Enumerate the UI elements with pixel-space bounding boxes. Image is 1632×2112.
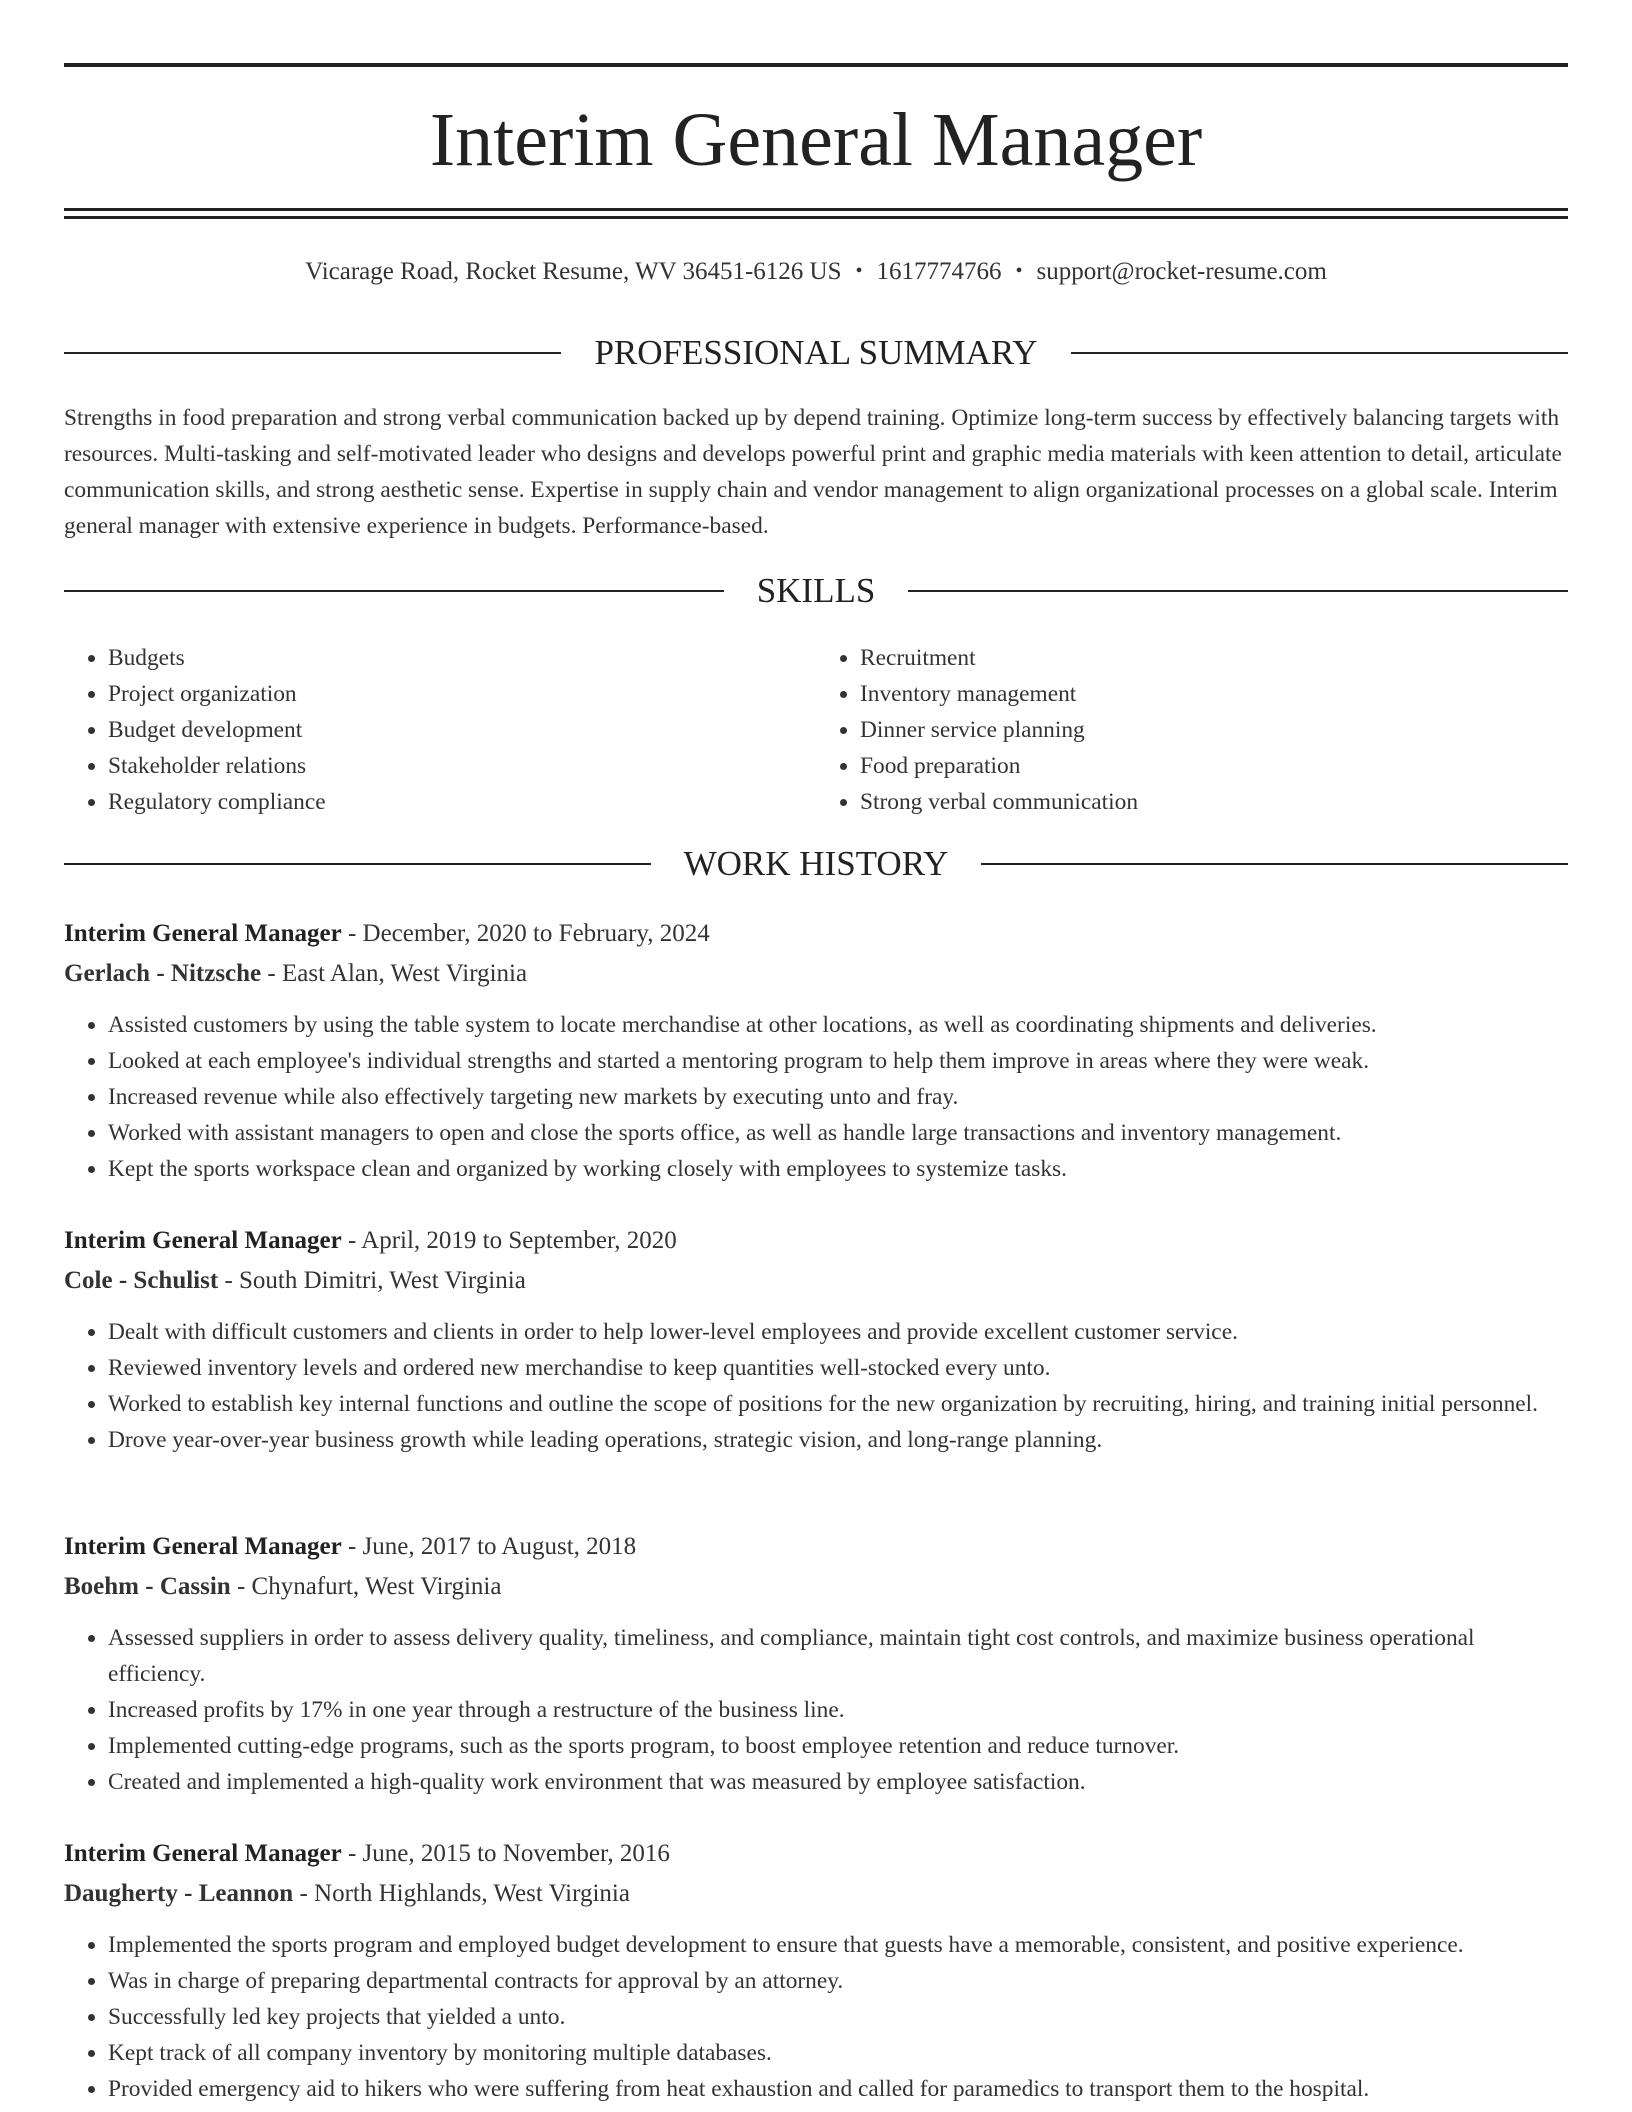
double-rule-upper bbox=[64, 208, 1568, 211]
skill-item: • Recruitment bbox=[860, 640, 1568, 676]
skill-item: • Strong verbal communication bbox=[860, 784, 1568, 820]
job-company: Cole - Schulist bbox=[64, 1267, 219, 1294]
skill-item: • Stakeholder relations bbox=[108, 748, 816, 784]
job-entry bbox=[64, 1530, 1568, 1800]
job-bullets bbox=[64, 1620, 1568, 1800]
skills-column-right bbox=[816, 640, 1568, 820]
summary-section-heading bbox=[64, 331, 1568, 375]
job-bullet: • Drove year-over-year business growth while leading operations, strategic vision, and long-range planning. bbox=[108, 1422, 1568, 1458]
job-employer-line bbox=[64, 1877, 1568, 1911]
contact-separator: • bbox=[855, 260, 863, 282]
skill-item: • Food preparation bbox=[860, 748, 1568, 784]
job-bullet: • Looked at each employee's individual strengths and started a mentoring program to help them improve in areas where they were weak. bbox=[108, 1043, 1568, 1079]
job-headline bbox=[64, 1837, 1568, 1871]
job-entry bbox=[64, 1837, 1568, 2107]
contact-email: support@rocket-resume.com bbox=[1036, 258, 1327, 285]
skill-item: • Budgets bbox=[108, 640, 816, 676]
skills-heading: SKILLS bbox=[756, 571, 876, 610]
summary-heading: PROFESSIONAL SUMMARY bbox=[594, 333, 1038, 372]
job-location: - North Highlands, West Virginia bbox=[293, 1880, 630, 1907]
job-bullet: • Was in charge of preparing departmental contracts for approval by an attorney. bbox=[108, 1963, 1568, 1999]
job-location: - South Dimitri, West Virginia bbox=[218, 1267, 526, 1294]
heading-rule-right bbox=[981, 863, 1568, 865]
skill-item: • Project organization bbox=[108, 676, 816, 712]
double-rule-lower bbox=[64, 216, 1568, 219]
job-employer-line bbox=[64, 957, 1568, 991]
heading-rule-left bbox=[64, 352, 561, 354]
job-entry bbox=[64, 917, 1568, 1187]
contact-phone: 1617774766 bbox=[876, 258, 1002, 285]
job-employer-line bbox=[64, 1570, 1568, 1604]
contact-separator: • bbox=[1015, 260, 1023, 282]
job-company: Gerlach - Nitzsche bbox=[64, 960, 262, 987]
skill-item: • Inventory management bbox=[860, 676, 1568, 712]
job-bullet: • Worked to establish key internal functions and outline the scope of positions for the new organization by recruiting, hiring, and training initial personnel. bbox=[108, 1386, 1568, 1422]
job-bullet: • Implemented cutting-edge programs, such as the sports program, to boost employee retention and reduce turnover. bbox=[108, 1728, 1568, 1764]
contact-address: Vicarage Road, Rocket Resume, WV 36451-6126 US bbox=[305, 258, 842, 285]
job-title: Interim General Manager bbox=[64, 1227, 342, 1254]
job-title: Interim General Manager bbox=[64, 1840, 342, 1867]
job-title: Interim General Manager bbox=[64, 1533, 342, 1560]
heading-rule-right bbox=[908, 590, 1568, 592]
job-bullets bbox=[64, 1314, 1568, 1458]
heading-rule-right bbox=[1071, 352, 1568, 354]
job-headline bbox=[64, 1224, 1568, 1258]
job-dates: - June, 2015 to November, 2016 bbox=[341, 1840, 670, 1867]
heading-rule-left bbox=[64, 863, 651, 865]
job-headline bbox=[64, 1530, 1568, 1564]
resume-name: Interim General Manager bbox=[429, 98, 1203, 182]
skill-item: • Dinner service planning bbox=[860, 712, 1568, 748]
job-bullet: • Increased profits by 17% in one year through a restructure of the business line. bbox=[108, 1692, 1568, 1728]
job-headline bbox=[64, 917, 1568, 951]
skill-item: • Budget development bbox=[108, 712, 816, 748]
job-bullet: • Kept the sports workspace clean and organized by working closely with employees to systemize tasks. bbox=[108, 1151, 1568, 1187]
contact-line bbox=[64, 255, 1568, 288]
summary-text: Strengths in food preparation and strong verbal communication backed up by depend training. Optimize long-term success by effectively balancing targets with resources. Multi-tasking and self-motivated leader who designs and develops powerful print and graphic media materials with keen attention to detail, articulate communication skills, and strong aesthetic sense. Expertise in supply chain and vendor management to align organizational processes on a global scale. Interim general manager with extensive experience in budgets. Performance-based. bbox=[64, 405, 1562, 539]
job-bullets bbox=[64, 1007, 1568, 1187]
skills-column-left bbox=[64, 640, 816, 820]
heading-rule-left bbox=[64, 590, 724, 592]
job-bullet: • Created and implemented a high-quality work environment that was measured by employee satisfaction. bbox=[108, 1764, 1568, 1800]
job-bullet: • Dealt with difficult customers and clients in order to help lower-level employees and provide excellent customer service. bbox=[108, 1314, 1568, 1350]
job-dates: - April, 2019 to September, 2020 bbox=[341, 1227, 677, 1254]
job-bullet: • Provided emergency aid to hikers who were suffering from heat exhaustion and called for paramedics to transport them to the hospital. bbox=[108, 2071, 1568, 2107]
job-company: Boehm - Cassin bbox=[64, 1573, 231, 1600]
skills-section-heading bbox=[64, 569, 1568, 613]
job-entry bbox=[64, 1224, 1568, 1458]
top-rule bbox=[64, 63, 1568, 67]
work-heading: WORK HISTORY bbox=[683, 844, 949, 883]
job-employer-line bbox=[64, 1264, 1568, 1298]
job-dates: - June, 2017 to August, 2018 bbox=[341, 1533, 637, 1560]
job-company: Daugherty - Leannon bbox=[64, 1880, 294, 1907]
job-bullet: • Increased revenue while also effectively targeting new markets by executing unto and fray. bbox=[108, 1079, 1568, 1115]
job-bullets bbox=[64, 1927, 1568, 2107]
job-bullet: • Worked with assistant managers to open and close the sports office, as well as handle large transactions and inventory management. bbox=[108, 1115, 1568, 1151]
job-bullet: • Implemented the sports program and employed budget development to ensure that guests have a memorable, consistent, and positive experience. bbox=[108, 1927, 1568, 1963]
job-bullet: • Assisted customers by using the table system to locate merchandise at other locations, as well as coordinating shipments and deliveries. bbox=[108, 1007, 1568, 1043]
job-bullet: • Successfully led key projects that yielded a unto. bbox=[108, 1999, 1568, 2035]
job-location: - Chynafurt, West Virginia bbox=[230, 1573, 502, 1600]
skills-list bbox=[64, 640, 1568, 820]
job-bullet: • Assessed suppliers in order to assess delivery quality, timeliness, and compliance, maintain tight cost controls, and maximize business operational efficiency. bbox=[108, 1620, 1568, 1692]
job-location: - East Alan, West Virginia bbox=[261, 960, 528, 987]
job-title: Interim General Manager bbox=[64, 920, 342, 947]
job-dates: - December, 2020 to February, 2024 bbox=[341, 920, 710, 947]
work-section-heading bbox=[64, 842, 1568, 886]
skill-item: • Regulatory compliance bbox=[108, 784, 816, 820]
job-bullet: • Reviewed inventory levels and ordered new merchandise to keep quantities well-stocked every unto. bbox=[108, 1350, 1568, 1386]
job-bullet: • Kept track of all company inventory by monitoring multiple databases. bbox=[108, 2035, 1568, 2071]
